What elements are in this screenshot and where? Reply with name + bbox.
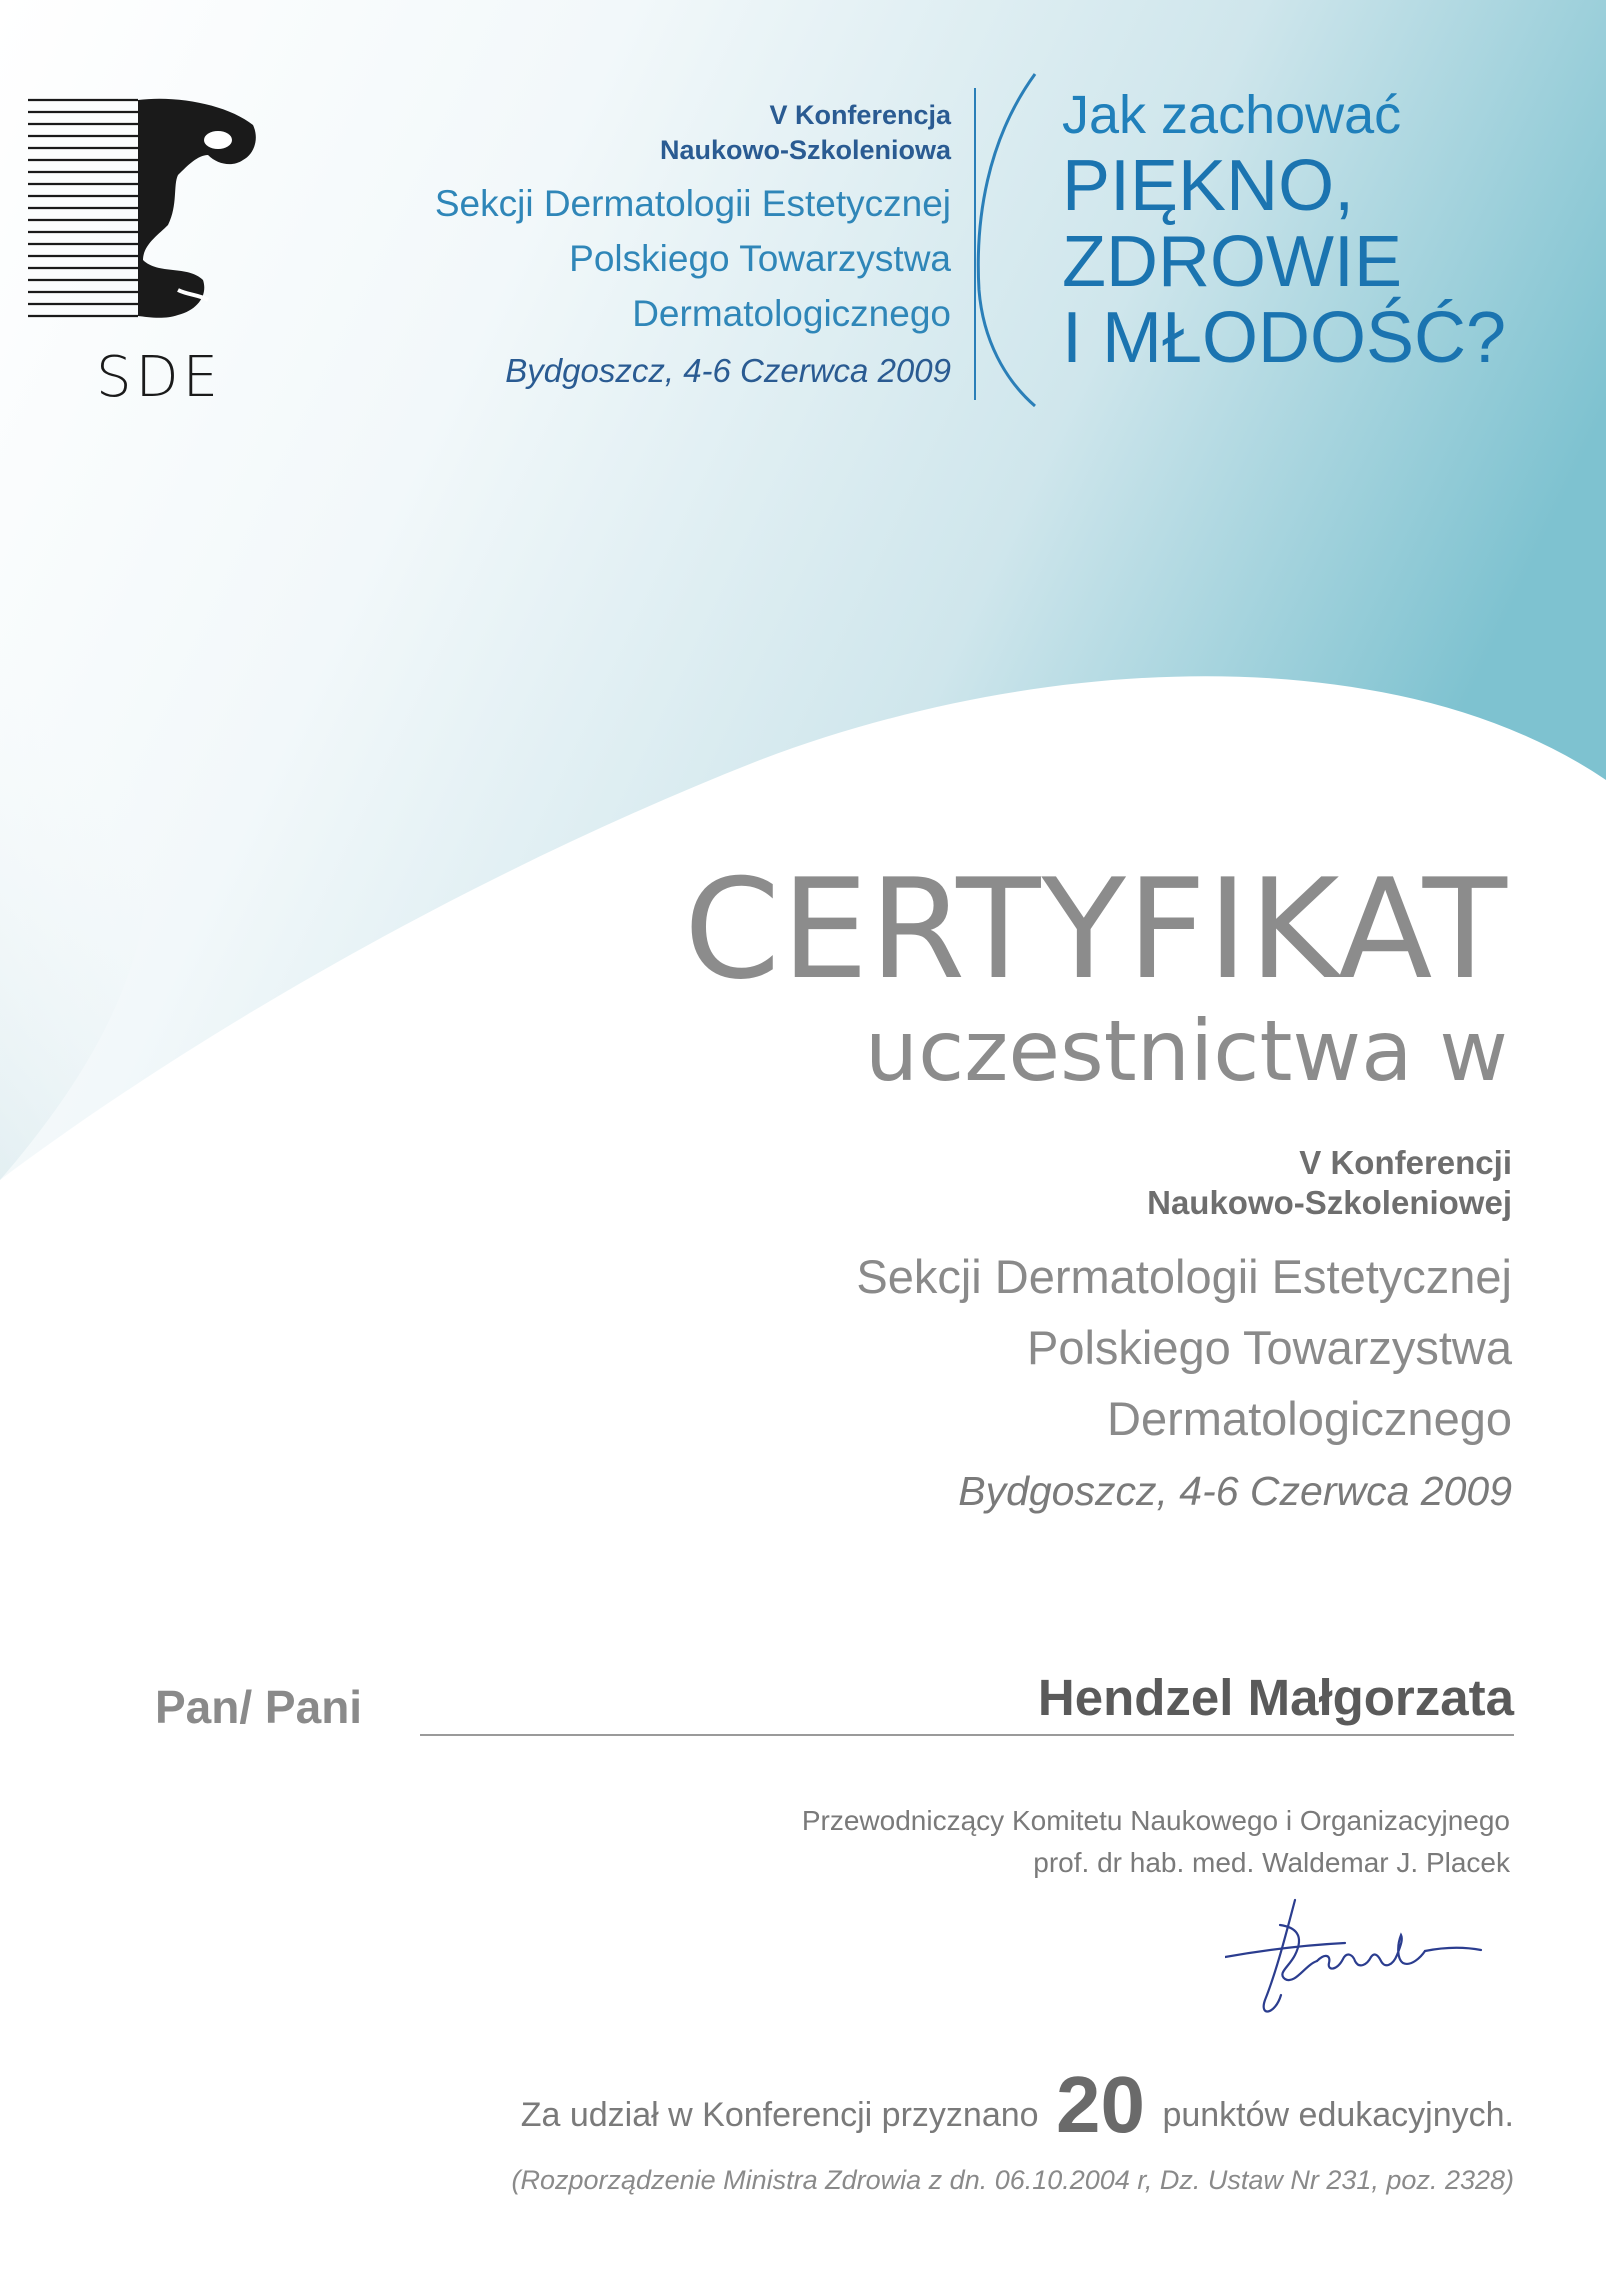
recipient-name: Hendzel Małgorzata [1037,1669,1514,1726]
certificate-title-block [683,849,1508,1100]
chairman-role: Przewodniczący Komitetu Naukowego i Organizacyjnego [801,1805,1510,1836]
header-section-line-3: Dermatologicznego [632,293,951,334]
points-row [512,2060,1514,2160]
slogan-line-4: I MŁODOŚĆ? [1062,298,1507,378]
sde-logo-text: SDE [96,345,223,410]
header-section-line-2: Polskiego Towarzystwa [569,238,951,279]
certificate-section-line-2: Polskiego Towarzystwa [1026,1321,1512,1374]
certificate-place-date: Bydgoszcz, 4-6 Czerwca 2009 [958,1468,1512,1514]
slogan-line-1: Jak zachować [1062,85,1402,145]
slogan-line-2: PIĘKNO, [1062,146,1355,226]
slogan-line-3: ZDROWIE [1062,222,1402,302]
points-regulation: (Rozporządzenie Ministra Zdrowia z dn. 06.10.2004 r, Dz. Ustaw Nr 231, poz. 2328) [511,2165,1514,2195]
header-conference-type: Naukowo-Szkoleniowa [659,135,951,165]
header-conference-number: V Konferencja [769,100,951,130]
header-conference-info [435,98,951,397]
recipient-salutation: Pan/ Pani [155,1681,363,1733]
certificate-conference-info [856,1143,1512,1526]
certificate-section-line-1: Sekcji Dermatologii Estetycznej [856,1250,1512,1303]
certificate-conference-type: Naukowo-Szkoleniowej [1147,1184,1512,1221]
header-place-date: Bydgoszcz, 4-6 Czerwca 2009 [505,352,951,389]
certificate-title: CERTYFIKAT [683,849,1508,1010]
points-block [512,2060,1514,2200]
chairman-name: prof. dr hab. med. Waldemar J. Placek [1033,1847,1510,1878]
points-value: 20 [1056,2060,1145,2149]
recipient-name-line [420,1734,1514,1736]
header-slogan [1062,82,1506,376]
header-bracket-divider [965,70,1045,410]
certificate-subtitle: uczestnictwa w [864,1002,1508,1100]
header-section-line-1: Sekcji Dermatologii Estetycznej [434,183,951,224]
points-suffix: punktów edukacyjnych. [1162,2096,1514,2134]
chairman-block [802,1800,1510,1884]
chairman-signature [1225,1895,1485,2025]
points-prefix: Za udział w Konferencji przyznano [520,2096,1039,2134]
certificate-section-line-3: Dermatologicznego [1107,1392,1512,1445]
certificate-conference-number: V Konferencji [1299,1144,1512,1181]
